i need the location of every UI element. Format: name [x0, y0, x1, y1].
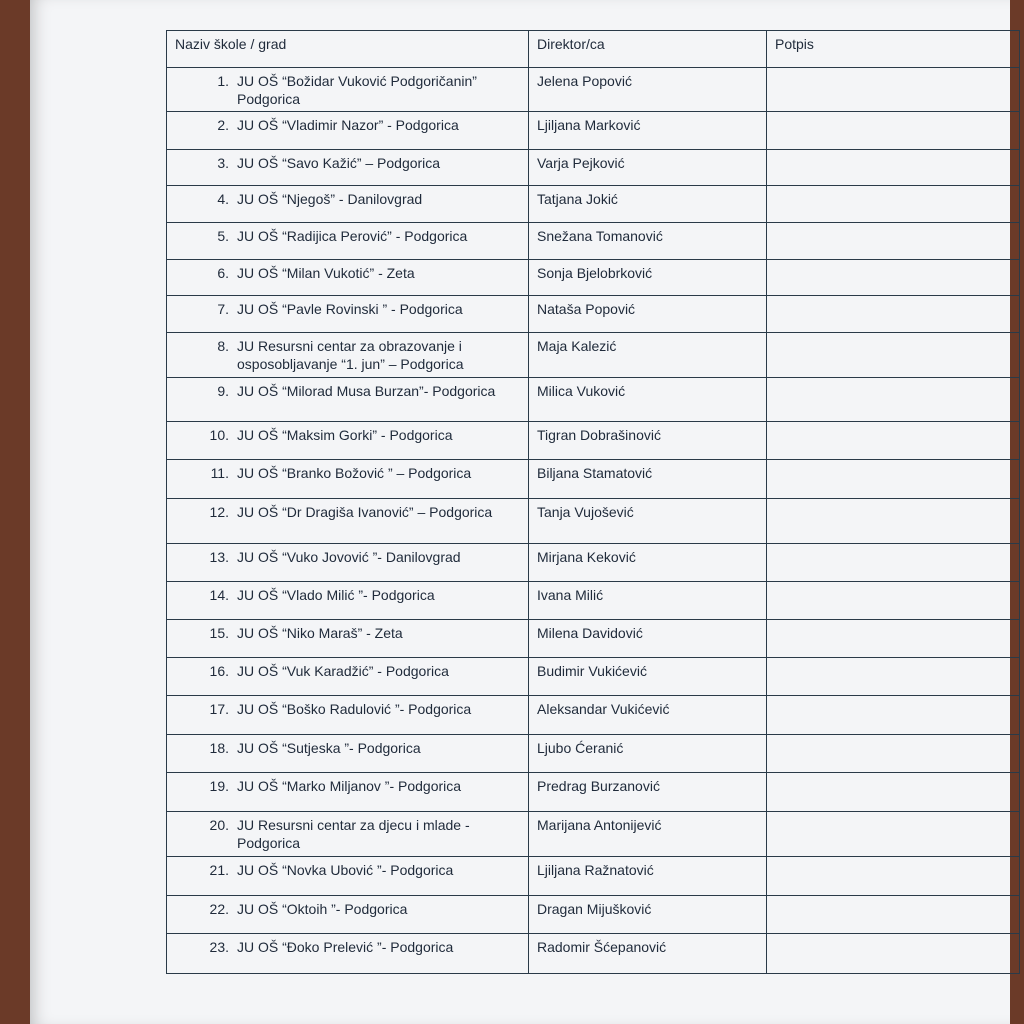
school-name: JU Resursni centar za obrazovanje i osposobljavanje “1. jun” – Podgorica [237, 338, 464, 372]
director-name: Milica Vuković [529, 378, 767, 421]
row-number: 7. [217, 301, 229, 317]
signature-cell[interactable] [767, 857, 1019, 895]
school-cell [167, 896, 529, 933]
director-name: Maja Kalezić [529, 333, 767, 377]
signature-cell[interactable] [767, 499, 1019, 543]
school-name: JU OŠ “Boško Radulović ”- Podgorica [237, 701, 472, 717]
signature-cell[interactable] [767, 112, 1019, 149]
row-number: 4. [217, 191, 229, 207]
school-cell [167, 620, 529, 657]
table-row [167, 543, 1019, 581]
school-name: JU OŠ “Marko Miljanov ”- Podgorica [237, 778, 462, 794]
signature-cell[interactable] [767, 223, 1019, 259]
school-name: JU OŠ “Njegoš” - Danilovgrad [237, 191, 423, 207]
school-cell [167, 186, 529, 222]
director-name: Budimir Vukićević [529, 658, 767, 695]
table-row [167, 895, 1019, 933]
table-header-row [167, 31, 1019, 67]
signature-cell[interactable] [767, 460, 1019, 498]
table-row [167, 185, 1019, 222]
school-name: JU OŠ “Niko Maraš” - Zeta [237, 625, 403, 641]
director-name: Snežana Tomanović [529, 223, 767, 259]
signature-table [166, 30, 1020, 974]
table-row [167, 295, 1019, 332]
table-row [167, 222, 1019, 259]
school-name: JU OŠ “Savo Kažić” – Podgorica [237, 155, 441, 171]
row-number: 5. [217, 228, 229, 244]
row-number: 15. [209, 625, 229, 641]
signature-cell[interactable] [767, 658, 1019, 695]
school-name: JU OŠ “Radijica Perović” - Podgorica [237, 228, 468, 244]
school-name: JU OŠ “Branko Božović ” – Podgorica [237, 465, 472, 481]
director-name: Ljiljana Marković [529, 112, 767, 149]
row-number: 23. [209, 939, 229, 955]
school-name: JU OŠ “Milorad Musa Burzan”- Podgorica [237, 383, 496, 399]
signature-cell[interactable] [767, 260, 1019, 295]
table-row [167, 657, 1019, 695]
school-cell [167, 460, 529, 498]
school-cell [167, 68, 529, 111]
director-name: Tigran Dobrašinović [529, 422, 767, 459]
signature-cell[interactable] [767, 333, 1019, 377]
signature-cell[interactable] [767, 186, 1019, 222]
school-name: JU OŠ “Vlado Milić ”- Podgorica [237, 587, 435, 603]
table-row [167, 811, 1019, 856]
table-row [167, 734, 1019, 772]
school-name: JU OŠ “Vuko Jovović ”- Danilovgrad [237, 549, 461, 565]
director-name: Milena Davidović [529, 620, 767, 657]
row-number: 8. [217, 338, 229, 354]
row-number: 16. [209, 663, 229, 679]
table-row [167, 421, 1019, 459]
school-cell [167, 696, 529, 734]
row-number: 20. [209, 817, 229, 833]
table-row [167, 259, 1019, 295]
director-name: Radomir Šćepanović [529, 934, 767, 973]
table-row [167, 772, 1019, 811]
school-cell [167, 735, 529, 772]
school-name: JU OŠ “Pavle Rovinski ” - Podgorica [237, 301, 463, 317]
school-cell [167, 658, 529, 695]
school-cell [167, 422, 529, 459]
director-name: Ljubo Ćeranić [529, 735, 767, 772]
table-row [167, 856, 1019, 895]
director-name: Tatjana Jokić [529, 186, 767, 222]
school-cell [167, 112, 529, 149]
row-number: 1. [217, 73, 229, 89]
director-name: Predrag Burzanović [529, 773, 767, 811]
row-number: 12. [209, 504, 229, 520]
signature-cell[interactable] [767, 150, 1019, 185]
table-row [167, 149, 1019, 185]
signature-cell[interactable] [767, 934, 1019, 973]
signature-cell[interactable] [767, 735, 1019, 772]
school-cell [167, 812, 529, 856]
signature-cell[interactable] [767, 544, 1019, 581]
signature-cell[interactable] [767, 812, 1019, 856]
director-name: Ljiljana Ražnatović [529, 857, 767, 895]
table-row [167, 332, 1019, 377]
school-name: JU OŠ “Vladimir Nazor” - Podgorica [237, 117, 459, 133]
table-row [167, 459, 1019, 498]
signature-cell[interactable] [767, 68, 1019, 111]
row-number: 14. [209, 587, 229, 603]
school-name: JU OŠ “Novka Ubović ”- Podgorica [237, 862, 454, 878]
signature-cell[interactable] [767, 422, 1019, 459]
director-name: Tanja Vujošević [529, 499, 767, 543]
school-name: JU OŠ “Maksim Gorki” - Podgorica [237, 427, 453, 443]
signature-cell[interactable] [767, 896, 1019, 933]
director-name: Biljana Stamatović [529, 460, 767, 498]
table-row [167, 619, 1019, 657]
director-name: Nataša Popović [529, 296, 767, 332]
row-number: 6. [217, 265, 229, 281]
school-cell [167, 333, 529, 377]
school-name: JU OŠ “Vuk Karadžić” - Podgorica [237, 663, 449, 679]
director-name: Mirjana Keković [529, 544, 767, 581]
school-cell [167, 582, 529, 619]
header-director: Direktor/ca [529, 31, 767, 67]
row-number: 13. [209, 549, 229, 565]
school-name: JU OŠ “Sutjeska ”- Podgorica [237, 740, 421, 756]
signature-cell[interactable] [767, 296, 1019, 332]
signature-cell[interactable] [767, 696, 1019, 734]
school-cell [167, 934, 529, 973]
row-number: 11. [210, 465, 229, 481]
table-row [167, 933, 1019, 973]
school-cell [167, 260, 529, 295]
header-signature: Potpis [775, 36, 814, 52]
school-name: JU Resursni centar za djecu i mlade - Podgorica [237, 817, 470, 851]
table-row [167, 498, 1019, 543]
row-number: 17. [209, 701, 229, 717]
director-name: Varja Pejković [529, 150, 767, 185]
school-cell [167, 544, 529, 581]
school-cell [167, 150, 529, 185]
table-row [167, 111, 1019, 149]
director-name: Marijana Antonijević [529, 812, 767, 856]
signature-cell[interactable] [767, 378, 1019, 421]
row-number: 18. [209, 740, 229, 756]
row-number: 10. [209, 427, 229, 443]
school-cell [167, 378, 529, 421]
row-number: 22. [209, 901, 229, 917]
director-name: Ivana Milić [529, 582, 767, 619]
row-number: 9. [217, 383, 229, 399]
row-number: 21. [209, 862, 229, 878]
table-row [167, 377, 1019, 421]
row-number: 2. [217, 117, 229, 133]
director-name: Dragan Mijušković [529, 896, 767, 933]
row-number: 3. [217, 155, 229, 171]
school-name: JU OŠ “Božidar Vuković Podgoričanin” Podgorica [237, 73, 477, 107]
paper-sheet [30, 0, 1010, 1024]
school-cell [167, 223, 529, 259]
school-cell [167, 296, 529, 332]
school-name: JU OŠ “Milan Vukotić” - Zeta [237, 265, 415, 281]
director-name: Sonja Bjelobrković [529, 260, 767, 295]
table-row [167, 581, 1019, 619]
director-name: Jelena Popović [529, 68, 767, 111]
school-cell [167, 499, 529, 543]
school-cell [167, 857, 529, 895]
signature-cell[interactable] [767, 773, 1019, 811]
school-name: JU OŠ “Đoko Prelević ”- Podgorica [237, 939, 454, 955]
director-name: Aleksandar Vukićević [529, 696, 767, 734]
signature-cell[interactable] [767, 620, 1019, 657]
row-number: 19. [209, 778, 229, 794]
table-row [167, 67, 1019, 111]
school-name: JU OŠ “Dr Dragiša Ivanović” – Podgorica [237, 504, 493, 520]
table-row [167, 695, 1019, 734]
school-name: JU OŠ “Oktoih ”- Podgorica [237, 901, 408, 917]
header-school: Naziv škole / grad [167, 31, 529, 67]
school-cell [167, 773, 529, 811]
signature-cell[interactable] [767, 582, 1019, 619]
